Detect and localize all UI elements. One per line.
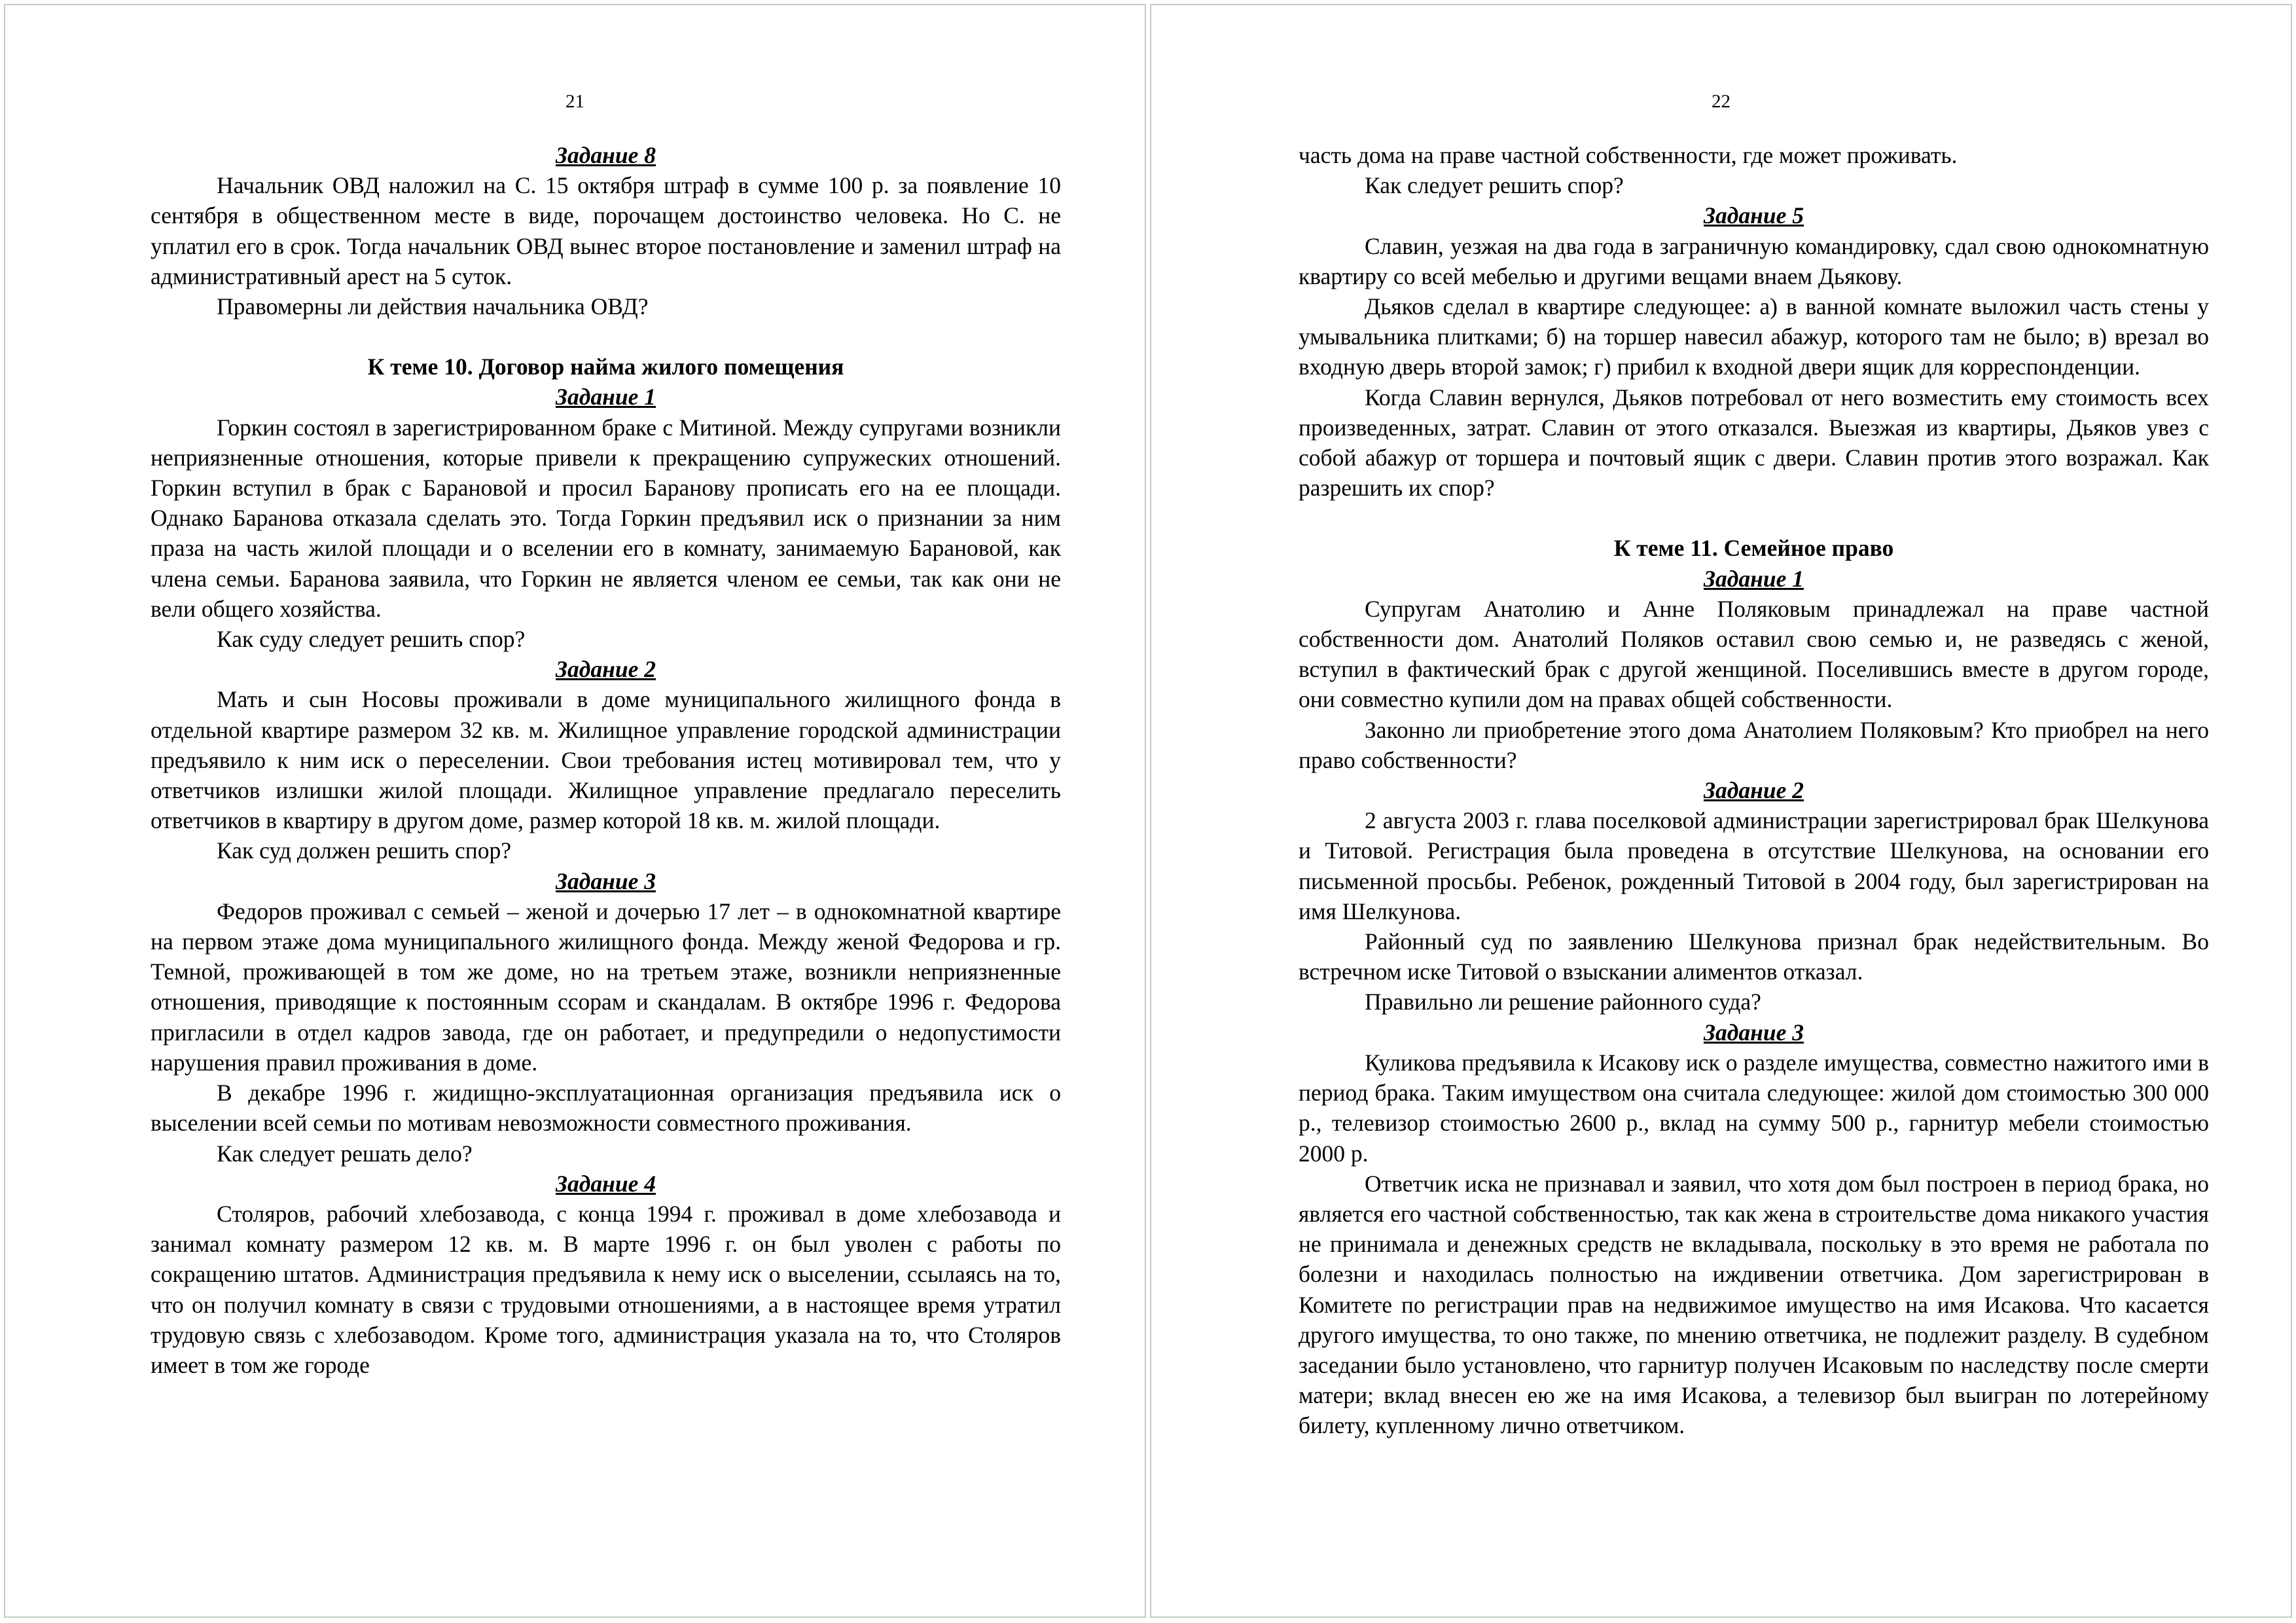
topic-heading: К теме 10. Договор найма жилого помещения bbox=[367, 354, 844, 380]
paragraph: Куликова предъявила к Исакову иск о разделе имущества, совместно нажитого ими в период брака. Таким имуществом она считала следующее: жилой дом стоимостью 300 000 р., телевизор стоимостью 2600 р., вклад на сумму 500 р., гарнитур мебели стоимостью 2000 р. bbox=[1299, 1049, 2209, 1167]
task-heading: Задание 8 bbox=[555, 142, 656, 168]
paragraph: Ответчик иска не признавал и заявил, что хотя дом был построен в период брака, но является его частной собственностью, так как жена в строительстве дома никакого участия не принимала и денежных средств не вкладывала, поскольку в это время не работала по болезни и находилась полностью на иждивении ответчика. Дом зарегистрирован в Комитете по регистрации прав на недвижимое имущество на имя Исакова. Что касается другого имущества, то оно также, по мнению ответчика, не подлежит разделу. В судебном заседании было установлено, что гарнитур получен Исаковым по наследству после смерти матери; вклад внесен ею же на имя Исакова, а телевизор был выигран по лотерейному билету, купленному лично ответчиком. bbox=[1299, 1170, 2209, 1439]
page-number: 21 bbox=[565, 91, 584, 112]
task-heading: Задание 2 bbox=[1703, 777, 1804, 804]
paragraph-continued: часть дома на праве частной собственности, где может проживать. bbox=[1299, 142, 1958, 168]
question: Как следует решить спор? bbox=[1365, 172, 1624, 199]
page-left bbox=[4, 4, 1146, 1618]
paragraph: Федоров проживал с семьей – женой и дочерью 17 лет – в однокомнатной квартире на первом этаже дома муниципального жилищного фонда. Между женой Федорова и гр. Темной, проживающей в том же доме, но на третьем этаже, возникли неприязненные отношения, приводящие к постоянным ссорам и скандалам. В октябре 1996 г. Федорова пригласили в отдел кадров завода, где он работает, и предупредили о недопустимости нарушения правил проживания в доме. bbox=[151, 898, 1061, 1076]
paragraph: Районный суд по заявлению Шелкунова признал брак недействительным. Во встречном иске Титовой о взыскании алиментов отказал. bbox=[1299, 928, 2209, 985]
paragraph: 2 августа 2003 г. глава поселковой администрации зарегистрировал брак Шелкунова и Титовой. Регистрация была проведена в отсутствие Шелкунова, на основании его письменной просьбы. Ребенок, рожденный Титовой в 2004 году, был зарегистрирован на имя Шелкунова. bbox=[1299, 807, 2209, 924]
page-content bbox=[151, 140, 1061, 1380]
paragraph: Начальник ОВД наложил на С. 15 октября штраф в сумме 100 р. за появление 10 сентября в общественном месте в виде, порочащем достоинство человека. Но С. не уплатил его в срок. Тогда начальник ОВД вынес второе постановление и заменил штраф на административный арест на 5 суток. bbox=[151, 172, 1061, 289]
task-heading: Задание 3 bbox=[555, 867, 656, 894]
paragraph: Супругам Анатолию и Анне Поляковым принадлежал на праве частной собственности дом. Анатолий Поляков оставил свою семью и, не разведясь с женой, вступил в фактический брак с другой женщиной. Поселившись вместе в другом городе, они совместно купили дом на правах общей собственности. bbox=[1299, 595, 2209, 713]
task-heading: Задание 5 bbox=[1703, 202, 1804, 229]
page-content bbox=[1299, 140, 2209, 1441]
paragraph: Славин, уезжая на два года в заграничную командировку, сдал свою однокомнатную квартиру со всей мебелью и другими вещами внаем Дьякову. bbox=[1299, 232, 2209, 289]
task-heading: Задание 4 bbox=[555, 1170, 656, 1197]
question: Законно ли приобретение этого дома Анатолием Поляковым? Кто приобрел на него право собственности? bbox=[1299, 716, 2209, 773]
question: Как суд должен решить спор? bbox=[217, 837, 512, 864]
topic-heading: К теме 11. Семейное право bbox=[1613, 535, 1894, 562]
paragraph: В декабре 1996 г. жидищно-эксплуатационная организация предъявила иск о выселении всей семьи по мотивам невозможности совместного проживания. bbox=[151, 1080, 1061, 1137]
page-number: 22 bbox=[1712, 91, 1731, 112]
page-right bbox=[1150, 4, 2292, 1618]
spacer bbox=[151, 321, 1061, 352]
question: Правильно ли решение районного суда? bbox=[1365, 989, 1761, 1015]
paragraph: Горкин состоял в зарегистрированном браке с Митиной. Между супругами возникли неприязненные отношения, которые привели к прекращению супружеских отношений. Горкин вступил в брак с Барановой и просил Баранову прописать его на ее площади. Однако Баранова отказала сделать это. Тогда Горкин предъявил иск о признании за ним праза на часть жилой площади и о вселении его в комнату, занимаемую Барановой, как члена семьи. Баранова заявила, что Горкин не является членом ее семьи, так как они не вели общего хозяйства. bbox=[151, 414, 1061, 622]
paragraph: Когда Славин вернулся, Дьяков потребовал от него возместить ему стоимость всех произведенных, затрат. Славин от этого отказался. Выезжая из квартиры, Дьяков увез с собой абажур от торшера и почтовый ящик с двери. Славин против этого возражал. Как разрешить их спор? bbox=[1299, 384, 2209, 501]
spacer bbox=[1299, 503, 2209, 533]
task-heading: Задание 3 bbox=[1703, 1019, 1804, 1046]
paragraph: Мать и сын Носовы проживали в доме муниципального жилищного фонда в отдельной квартире размером 32 кв. м. Жилищное управление городской администрации предъявило к ним иск о переселении. Свои требования истец мотивировал тем, что у ответчиков излишки жилой площади. Жилищное управление предлагало переселить ответчиков в квартиру в другом доме, размер которой 18 кв. м. жилой площади. bbox=[151, 686, 1061, 834]
task-heading: Задание 2 bbox=[555, 656, 656, 683]
task-heading: Задание 1 bbox=[1703, 565, 1804, 592]
question: Правомерны ли действия начальника ОВД? bbox=[217, 293, 649, 320]
paragraph: Столяров, рабочий хлебозавода, с конца 1994 г. проживал в доме хлебозавода и занимал комнату размером 12 кв. м. В марте 1996 г. он был уволен с работы по сокращению штатов. Администрация предъявила к нему иск о выселении, ссылаясь на то, что он получил комнату в связи с трудовыми отношениями, а в настоящее время утратил трудовую связь с хлебозаводом. Кроме того, администрация указала на то, что Столяров имеет в том же городе bbox=[151, 1200, 1061, 1378]
paragraph: Дьяков сделал в квартире следующее: а) в ванной комнате выложил часть стены у умывальника плитками; б) на торшер навесил абажур, которого там не было; в) врезал во входную дверь второй замок; г) прибил к входной двери ящик для корреспонденции. bbox=[1299, 293, 2209, 380]
question: Как суду следует решить спор? bbox=[217, 626, 526, 653]
question: Как следует решать дело? bbox=[217, 1140, 473, 1167]
task-heading: Задание 1 bbox=[555, 384, 656, 410]
